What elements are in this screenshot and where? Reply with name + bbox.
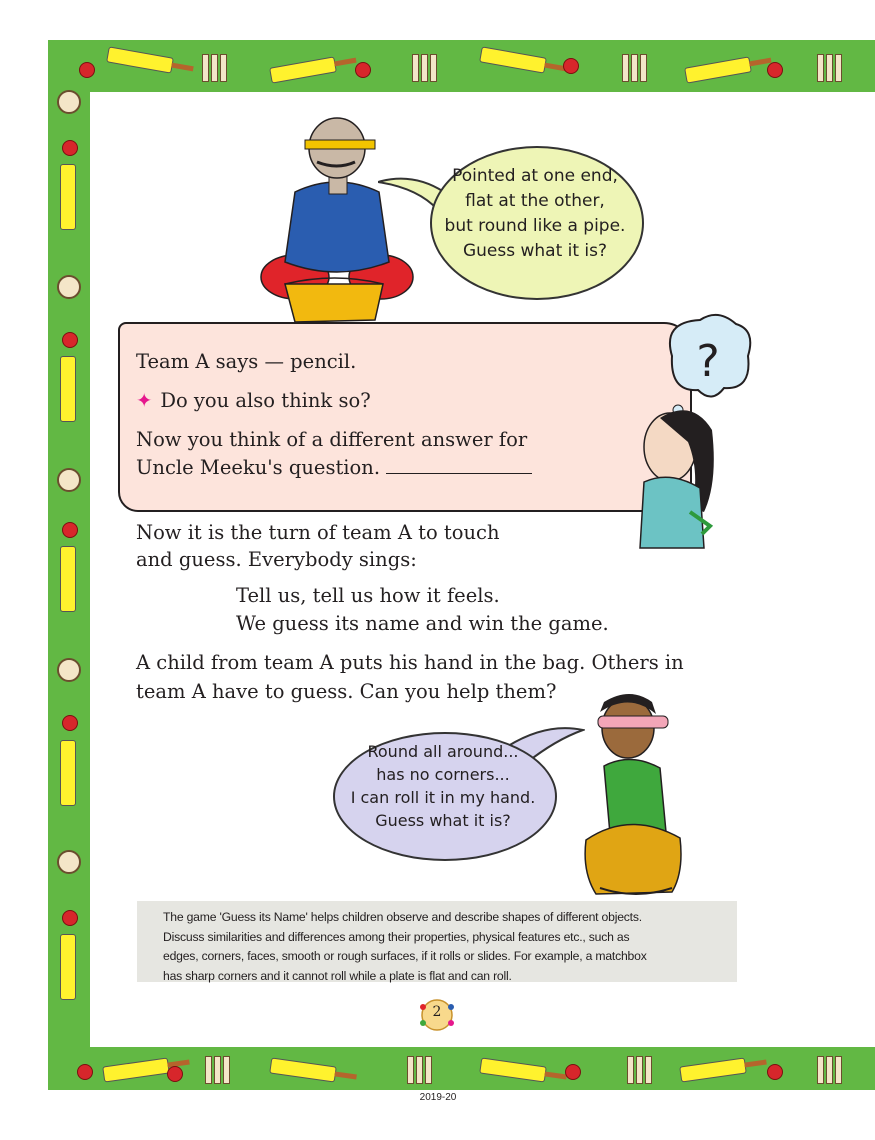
speech-line: Guess what it is? xyxy=(375,811,511,830)
child-text-line-2: team A have to guess. Can you help them? xyxy=(136,680,557,703)
cricket-ball-icon xyxy=(62,522,78,538)
stumps-icon xyxy=(57,468,81,492)
cricket-bat-icon xyxy=(479,1057,547,1082)
stumps-icon xyxy=(57,275,81,299)
speech-line: I can roll it in my hand. xyxy=(350,788,536,807)
stumps-icon xyxy=(625,1056,653,1084)
cricket-ball-icon xyxy=(355,62,371,78)
boy-speech-text xyxy=(333,740,553,832)
question-mark-icon: ? xyxy=(696,336,720,387)
cricket-bat-icon xyxy=(60,164,76,230)
stumps-icon xyxy=(815,54,843,82)
cricket-ball-icon xyxy=(77,1064,93,1080)
note-line: has sharp corners and it cannot roll while a plate is flat and can roll. xyxy=(163,968,512,983)
cricket-ball-icon xyxy=(79,62,95,78)
teacher-note xyxy=(137,901,737,982)
blindfolded-boy-illustration xyxy=(580,692,690,897)
speech-line: Pointed at one end, xyxy=(452,166,618,186)
cricket-ball-icon xyxy=(62,140,78,156)
cricket-ball-icon xyxy=(167,1066,183,1082)
speech-line: Guess what it is? xyxy=(462,241,608,261)
cricket-ball-icon xyxy=(563,58,579,74)
song-line-1: Tell us, tell us how it feels. xyxy=(236,584,500,607)
cricket-ball-icon xyxy=(62,910,78,926)
cricket-ball-icon xyxy=(767,62,783,78)
cricket-ball-icon xyxy=(62,332,78,348)
song-line-2: We guess its name and win the game. xyxy=(236,612,609,635)
cricket-bat-icon xyxy=(269,56,337,83)
cricket-bat-icon xyxy=(269,1057,337,1082)
cricket-bat-icon xyxy=(679,1057,747,1082)
stumps-icon xyxy=(57,658,81,682)
prompt-line-2 xyxy=(136,455,532,481)
stumps-icon xyxy=(203,1056,231,1084)
cricket-ball-icon xyxy=(767,1064,783,1080)
cricket-bat-icon xyxy=(60,546,76,612)
prompt-text: Uncle Meeku's question. xyxy=(136,456,381,479)
note-line: edges, corners, faces, smooth or rough surfaces, if it rolls or slides. For example, a matchbox xyxy=(163,949,647,963)
question-text: Do you also think so? xyxy=(160,389,371,412)
bottom-border-decoration xyxy=(55,1050,875,1090)
reflection-question xyxy=(136,388,371,414)
turn-text-line-2: and guess. Everybody sings: xyxy=(136,548,417,571)
stumps-icon xyxy=(620,54,648,82)
cricket-ball-icon xyxy=(62,715,78,731)
cricket-bat-icon xyxy=(684,56,752,83)
stumps-icon xyxy=(405,1056,433,1084)
stumps-icon xyxy=(815,1056,843,1084)
cricket-bat-icon xyxy=(479,46,547,73)
turn-text-line-1: Now it is the turn of team A to touch xyxy=(136,521,500,544)
answer-blank[interactable] xyxy=(386,473,532,474)
top-border-decoration xyxy=(55,44,875,90)
stumps-icon xyxy=(410,54,438,82)
cricket-bat-icon xyxy=(60,356,76,422)
note-line: The game 'Guess its Name' helps children observe and describe shapes of different objects. xyxy=(163,910,642,924)
page-number: 2 xyxy=(432,1004,442,1020)
stumps-icon xyxy=(200,54,228,82)
uncle-speech-text xyxy=(430,164,640,264)
star-bullet-icon: ✦ xyxy=(136,389,153,412)
child-text-line-1: A child from team A puts his hand in the bag. Others in xyxy=(136,651,684,674)
cricket-bat-icon xyxy=(60,740,76,806)
cricket-ball-icon xyxy=(565,1064,581,1080)
cricket-bat-icon xyxy=(102,1057,170,1082)
cricket-bat-icon xyxy=(106,46,174,73)
cricket-bat-icon xyxy=(60,934,76,1000)
girl-thinking-illustration xyxy=(600,312,760,557)
speech-line: has no corners... xyxy=(376,765,510,784)
team-answer-text: Team A says — pencil. xyxy=(136,350,357,373)
speech-line: flat at the other, xyxy=(465,191,605,211)
uncle-meeku-illustration xyxy=(255,112,415,327)
stumps-icon xyxy=(57,850,81,874)
speech-line: Round all around... xyxy=(367,742,519,761)
stumps-icon xyxy=(57,90,81,114)
speech-line: but round like a pipe. xyxy=(444,216,626,236)
footer-year: 2019-20 xyxy=(419,1092,457,1103)
prompt-line-1: Now you think of a different answer for xyxy=(136,428,528,451)
left-border-decoration xyxy=(48,90,90,1050)
note-line: Discuss similarities and differences among their properties, physical features etc., such as xyxy=(163,929,630,944)
